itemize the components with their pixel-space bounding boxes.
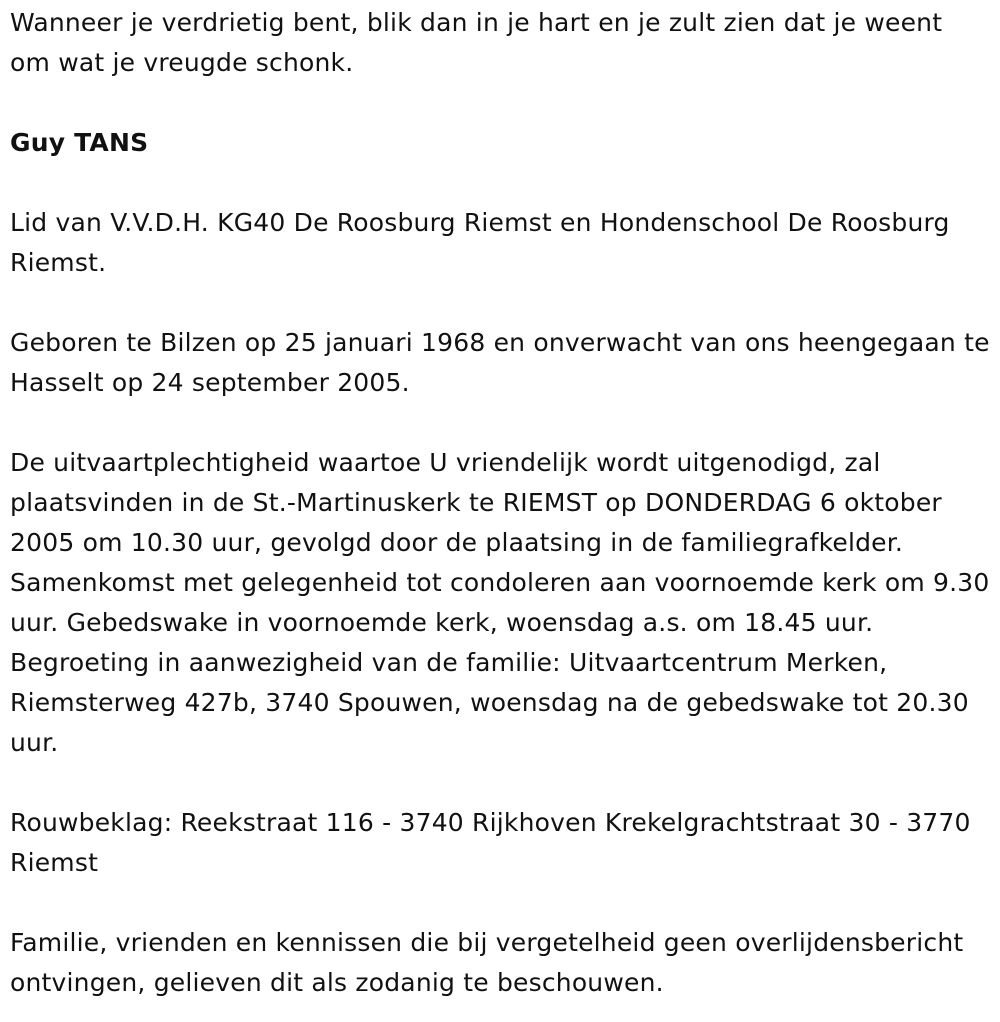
funeral-details-paragraph: De uitvaartplechtigheid waartoe U vriendelijk wordt uitgenodigd, zal plaatsvinden in de St.-Martinuskerk te RIEMST op DONDERDAG 6 oktober 2005 om 10.30 uur, gevolgd door de plaatsing in de familiegrafkelder. Samenkomst met gelegenheid tot condoleren aan voornoemde kerk om 9.30 uur. Gebedswake in voornoemde kerk, woensdag a.s. om 18.45 uur. Begroeting in aanwezigheid van de familie: Uitvaartcentrum Merken, Riemsterweg 427b, 3740 Spouwen, woensdag na de gebedswake tot 20.30 uur. xyxy=(10,448,990,757)
opening-quote: Wanneer je verdrietig bent, blik dan in je hart en je zult zien dat je weent om wat je vreugde schonk. xyxy=(10,8,943,77)
birth-death-paragraph: Geboren te Bilzen op 25 januari 1968 en onverwacht van ons heengegaan te Hasselt op 24 september 2005. xyxy=(10,328,990,397)
membership-paragraph: Lid van V.V.D.H. KG40 De Roosburg Riemst en Hondenschool De Roosburg Riemst. xyxy=(10,208,950,277)
condolence-address: Rouwbeklag: Reekstraat 116 - 3740 Rijkhoven Krekelgrachtstraat 30 - 3770 Riemst xyxy=(10,808,971,877)
deceased-name: Guy TANS xyxy=(10,128,149,157)
closing-paragraph: Familie, vrienden en kennissen die bij vergetelheid geen overlijdensbericht ontvingen, gelieven dit als zodanig te beschouwen. xyxy=(10,928,964,997)
